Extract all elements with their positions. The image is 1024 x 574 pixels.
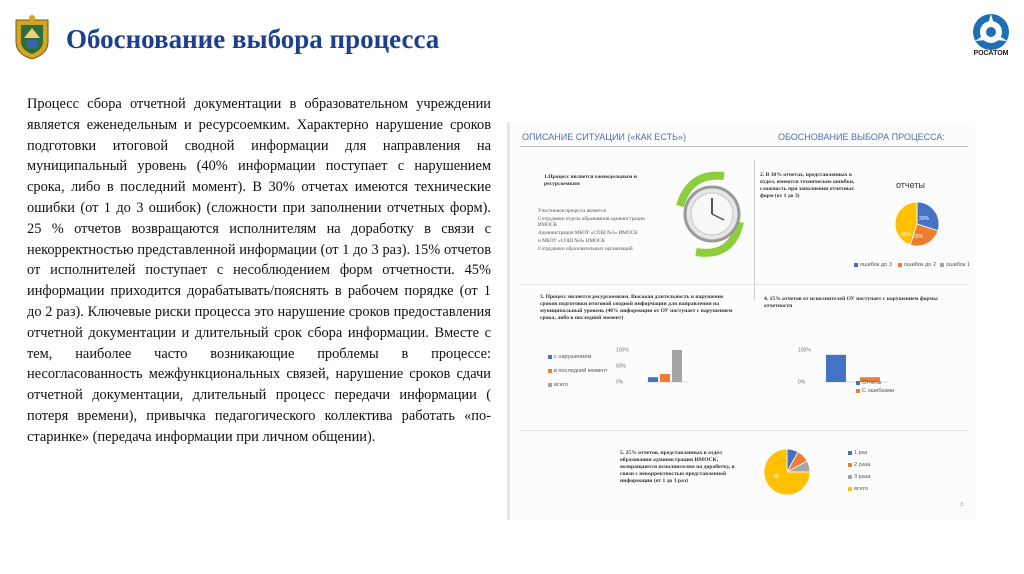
- block4-legend-item: С ошибками: [856, 388, 894, 394]
- block1-item: и МБОУ «СОШ №8» ИМОСК: [538, 238, 605, 244]
- pie-data-label: 45%: [900, 232, 912, 238]
- block5-legend-item: 2 раза: [848, 462, 871, 468]
- left-header: ОПИСАНИЕ СИТУАЦИИ («КАК ЕСТЬ»): [522, 132, 686, 142]
- block2-legend-item: ошибок до 3: [854, 262, 892, 268]
- page-number: 3: [960, 502, 964, 508]
- pie-chart-returns: [762, 442, 812, 502]
- row-divider-1: [520, 284, 968, 285]
- block1-item: Сотрудники образовательных организаций: [538, 246, 633, 252]
- bar: [826, 355, 846, 382]
- body-paragraph: Процесс сбора отчетной документации в образовательном учреждении является еженедельным и ресурсоемким. Характерно нарушение сроков подготовки итоговой сводной информации для направления на муниципальный уровень (40% информации поступает с нарушением срока, либо в последний момент). В 30% отчетах имеются технические ошибки (от 1 до 3 ошибок) (сложности при заполнении отчетных форм). 25 % отчетов возвращаются исполнителям на доработку в связи с некорректностью представленной информации (от 1 до 3 раз). 15% отчетов от исполнителей поступает с несоблюдением форм отчетности. 45% информации приходится дорабатывать/пояснять в рабочем порядке (от 1 до 2 раз). Ключевые риски процесса это нарушение сроков предоставления отчетной документации и длительный срок сбора информации. Вместе с тем, наиболее часто возникающие проблемы в процессе: несогласованность межфункциональных связей, нарушение сроков сдачи отчетной документации, длительный процесс передачи информации ( потеря времени), привычка педагогического коллектива работать «по-старинке» (передача информации при личном общении).: [27, 96, 491, 445]
- clock-icon: [670, 166, 752, 262]
- right-header: ОБОСНОВАНИЕ ВЫБОРА ПРОЦЕССА:: [778, 132, 945, 142]
- page-title: Обоснование выбора процесса: [66, 24, 440, 54]
- pie-data-label: 25: [773, 474, 779, 480]
- block2-chart-title: отчеты: [896, 180, 925, 190]
- block4-text: 4. 15% отчетов от исполнителей ОУ поступает с нарушением формы отчетности: [764, 296, 938, 309]
- bar: [660, 374, 670, 382]
- bar: [672, 350, 682, 382]
- logo-label: РОСАТОМ: [973, 50, 1009, 57]
- block3-legend-item: всего: [548, 382, 568, 388]
- block2-legend-item: ошибок до 2: [898, 262, 936, 268]
- y-tick-label: 0%: [616, 379, 624, 386]
- pie-data-label: 30%: [918, 216, 930, 222]
- block1-intro: Участников процесса является: [538, 208, 606, 214]
- pie-chart-errors: [892, 196, 942, 252]
- header-divider: [520, 146, 968, 147]
- block5-legend-item: 3 раза: [848, 474, 871, 480]
- block1-title: 1.Процесс является еженедельным и ресурсоемким: [544, 174, 637, 187]
- block1-item: Сотрудники отдела образования администрации ИМОСК: [538, 216, 645, 229]
- block4-legend-item: Отчеты: [856, 380, 881, 386]
- y-tick-label: 100%: [798, 347, 811, 354]
- y-tick-label: 50%: [616, 363, 627, 370]
- y-tick-label: 0%: [798, 379, 806, 386]
- row-divider-2: [520, 430, 968, 431]
- block3-legend-item: с нарушением: [548, 354, 591, 360]
- block3-text: 3. Процесс является ресурсоемким. Высокая длительность и нарушение сроков подготовки итоговой сводной информации для направления на муниципальный уровень (40% информации от ОУ поступает с нарушением срока, либо в последний момент): [540, 294, 733, 321]
- bar: [648, 377, 658, 382]
- embedded-document: [510, 122, 975, 520]
- column-divider-top: [754, 160, 755, 300]
- block3-legend-item: в последний момент: [548, 368, 607, 374]
- block2-text: 2. В 30% отчетах, представленных в отдел, имеются технические ошибки, сложность при заполнении отчетных форм (от 1 до 3): [760, 172, 855, 199]
- block5-text: 5. 25% отчетов, представленных в отдел образования администрации ИМОСК, возвращаются исполнителям на доработку, в связи с некорректностью представленной информации (от 1 до 3 раз): [620, 450, 735, 484]
- block1-item: Администрация МБОУ «СОШ №3» ИМОСК: [538, 230, 638, 236]
- y-tick-label: 100%: [616, 347, 629, 354]
- block2-legend-item: ошибок 1: [940, 262, 970, 268]
- coat-of-arms-icon: [12, 14, 52, 60]
- pie-data-label: 25%: [912, 234, 924, 240]
- block5-legend-item: всего: [848, 486, 868, 492]
- block5-legend-item: 1 раз: [848, 450, 867, 456]
- bar-chart-deadlines: [614, 344, 698, 388]
